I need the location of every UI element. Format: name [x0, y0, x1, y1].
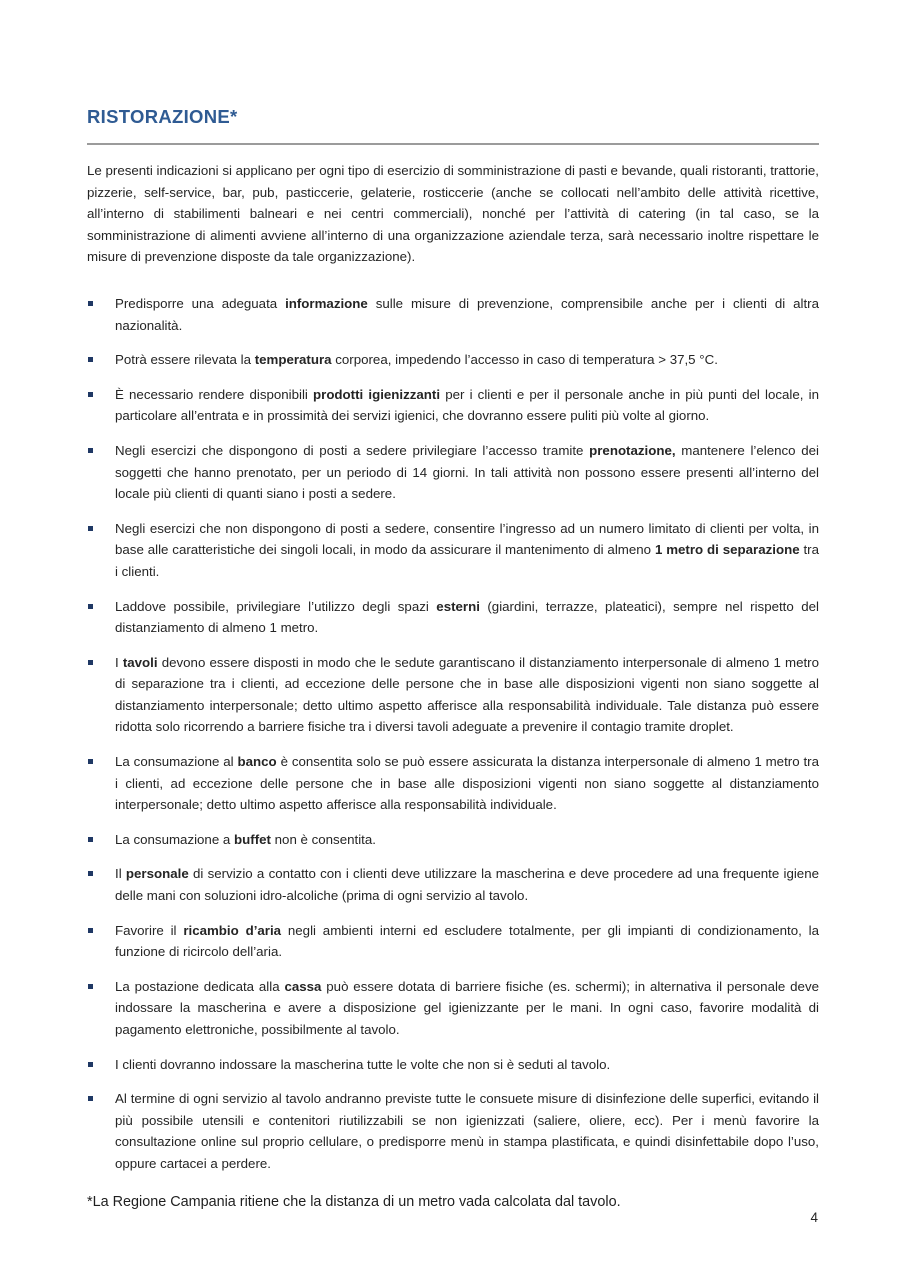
bullet-item: [87, 596, 819, 639]
bullet-text: Favorire il ricambio d’aria negli ambienti interni ed escludere totalmente, per gli impianti di condizionamento, la funzione di ricircolo dell’aria.: [115, 922, 819, 960]
bullet-item: [87, 652, 819, 738]
bullet-item: [87, 293, 819, 336]
bullet-text: I clienti dovranno indossare la mascherina tutte le volte che non si è seduti al tavolo.: [115, 1056, 611, 1072]
bullet-square-icon: [88, 526, 93, 531]
bullet-square-icon: [88, 392, 93, 397]
bullet-list: [87, 293, 819, 1175]
bullet-text: Negli esercizi che non dispongono di posti a sedere, consentire l’ingresso ad un numero limitato di clienti per volta, in base alle caratteristiche dei singoli locali, in modo da assicurare il mantenimento di almeno 1 metro di separazione tra i clienti.: [115, 520, 819, 579]
bullet-text: La consumazione al banco è consentita solo se può essere assicurata la distanza interpersonale di almeno 1 metro tra i clienti, ad eccezione delle persone che in base alle disposizioni vigenti non siano soggette al distanziamento interpersonale; detto ultimo aspetto afferisce alla responsabilità individuale.: [115, 754, 819, 813]
bullet-text: È necessario rendere disponibili prodotti igienizzanti per i clienti e per il personale anche in più punti del locale, in particolare all’entrata e in prossimità dei servizi igienici, che dovranno essere puliti più volte al giorno.: [115, 386, 819, 424]
footnote: *La Regione Campania ritiene che la distanza di un metro vada calcolata dal tavolo.: [87, 1193, 621, 1210]
bullet-square-icon: [88, 448, 93, 453]
bullet-text: Laddove possibile, privilegiare l’utilizzo degli spazi esterni (giardini, terrazze, plateatici), sempre nel rispetto del distanziamento di almeno 1 metro.: [115, 598, 819, 636]
bullet-square-icon: [88, 928, 93, 933]
bullet-item: [87, 1054, 819, 1076]
page-title: RISTORAZIONE*: [87, 106, 238, 127]
bullet-item: [87, 1088, 819, 1174]
bullet-text: La postazione dedicata alla cassa può essere dotata di barriere fisiche (es. schermi); in alternativa il personale deve indossare la mascherina e avere a disposizione gel igienizzante per le mani. In ogni caso, favorire modalità di pagamento elettroniche, possibilmente al tavolo.: [115, 978, 819, 1037]
bullet-square-icon: [88, 871, 93, 876]
bullet-square-icon: [88, 984, 93, 989]
bullet-item: [87, 976, 819, 1041]
bullet-item: [87, 751, 819, 816]
bullet-text: La consumazione a buffet non è consentita.: [115, 831, 376, 847]
page-content: [87, 106, 819, 1213]
bullet-text: Negli esercizi che dispongono di posti a sedere privilegiare l’accesso tramite prenotazione, mantenere l’elenco dei soggetti che hanno prenotato, per un periodo di 14 giorni. In tali attività non possono essere presenti all’interno del locale più clienti di quanti siano i posti a sedere.: [115, 442, 819, 502]
page-number: 4: [810, 1210, 818, 1225]
bullet-square-icon: [88, 837, 93, 842]
bullet-square-icon: [88, 1062, 93, 1067]
bullet-item: [87, 349, 819, 371]
bullet-text: Al termine di ogni servizio al tavolo andranno previste tutte le consuete misure di disinfezione delle superfici, evitando il più possibile utensili e contenitori riutilizzabili se non igienizzati (saliere, oliere, ecc). Per i menù favorire la consultazione online sul proprio cellulare, o predisporre menù in stampa plastificata, e quindi disinfettabile dopo l’uso, oppure cartacei a perdere.: [115, 1091, 819, 1171]
bullet-square-icon: [88, 759, 93, 764]
bullet-text: Potrà essere rilevata la temperatura corporea, impedendo l’accesso in caso di temperatura > 37,5 °C.: [115, 352, 718, 368]
bullet-text: Predisporre una adeguata informazione sulle misure di prevenzione, comprensibile anche per i clienti di altra nazionalità.: [115, 295, 819, 333]
bullet-square-icon: [88, 357, 93, 362]
bullet-square-icon: [88, 604, 93, 609]
bullet-square-icon: [88, 1096, 93, 1101]
bullet-square-icon: [88, 660, 93, 665]
bullet-item: [87, 384, 819, 427]
bullet-item: [87, 440, 819, 505]
bullet-text: Il personale di servizio a contatto con i clienti deve utilizzare la mascherina e deve procedere ad una frequente igiene delle mani con soluzioni idro-alcoliche (prima di ogni servizio al tavolo.: [115, 866, 819, 904]
title-divider: [87, 143, 819, 145]
bullet-item: [87, 829, 819, 851]
bullet-item: [87, 920, 819, 963]
bullet-square-icon: [88, 301, 93, 306]
intro-paragraph: Le presenti indicazioni si applicano per ogni tipo di esercizio di somministrazione di pasti e bevande, quali ristoranti, trattorie, pizzerie, self-service, bar, pub, pasticcerie, gelaterie, rosticcerie (anche se collocati nell’ambito delle attività ricettive, all’interno di stabilimenti balneari e nei centri commerciali), nonché per l’attività di catering (in tal caso, se la somministrazione di alimenti avviene all’interno di una organizzazione aziendale terza, sarà necessario inoltre rispettare le misure di prevenzione disposte da tale organizzazione).: [87, 163, 819, 265]
bullet-text: I tavoli devono essere disposti in modo che le sedute garantiscano il distanziamento interpersonale di almeno 1 metro di separazione tra i clienti, ad eccezione delle persone che in base alle disposizioni vigenti non siano soggette al distanziamento interpersonale; detto ultimo aspetto afferisce alla responsabilità individuale. Tale distanza può essere ridotta solo ricorrendo a barriere fisiche tra i diversi tavoli adeguate a prevenire il contagio tramite droplet.: [115, 654, 819, 735]
bullet-item: [87, 863, 819, 906]
bullet-item: [87, 518, 819, 583]
